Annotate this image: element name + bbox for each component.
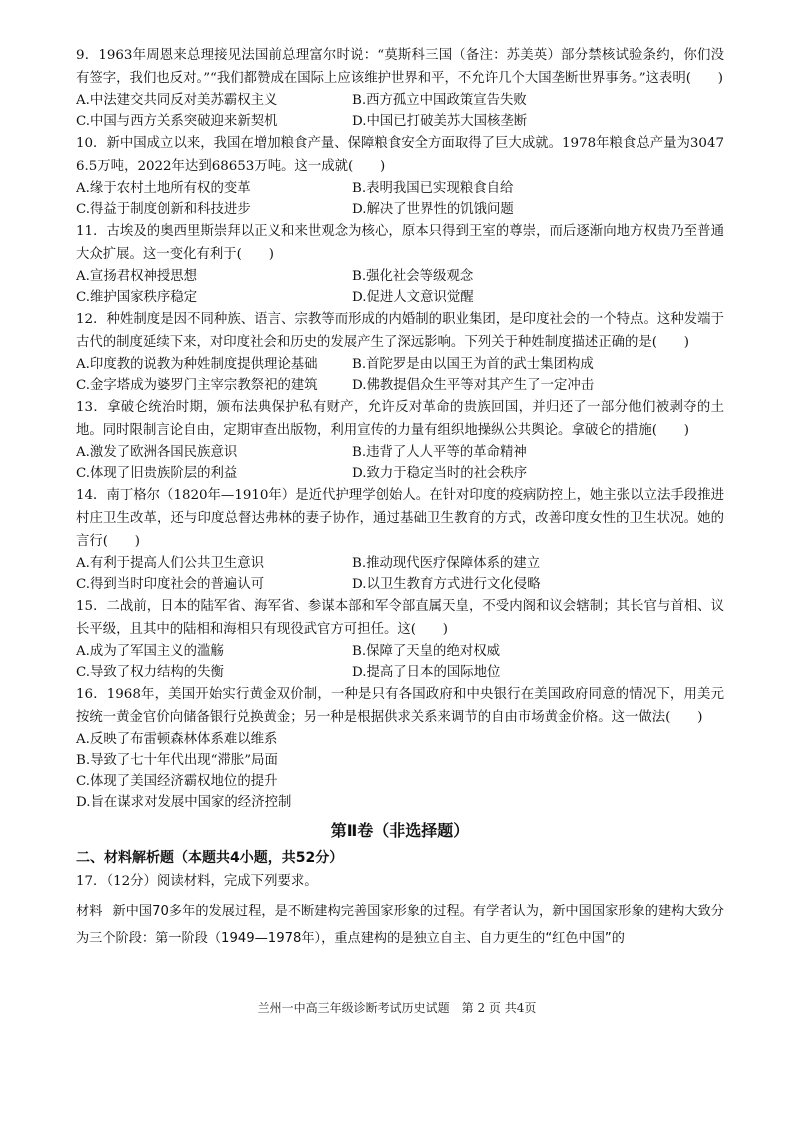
option-c: C.维护国家秩序稳定 bbox=[76, 290, 198, 305]
question-12 bbox=[76, 308, 724, 396]
options bbox=[76, 442, 724, 484]
option-b: B.西方孤立中国政策宣告失败 bbox=[352, 93, 527, 108]
question-text: 11．古埃及的奥西里斯崇拜以正义和来世观念为核心，原本只得到王室的尊崇，而后逐渐向地方权贵乃至普通大众扩展。这一变化有利于( ) bbox=[76, 224, 724, 262]
option-a: A.印度教的说教为种姓制度提供理论基础 bbox=[76, 357, 318, 372]
option-a: A.宣扬君权神授思想 bbox=[76, 269, 198, 284]
option-d: D.解决了世界性的饥饿问题 bbox=[352, 202, 514, 217]
options bbox=[76, 553, 724, 595]
material-text: 新中国70多年的发展过程，是不断建构完善国家形象的过程。有学者认为，新中国国家形象的建构大致分为三个阶段：第一阶段（1949—1978年），重点建构的是独立自主、自力更生的“红色中国”的 bbox=[76, 904, 724, 946]
option-a: A.反映了布雷顿森林体系难以维系 bbox=[76, 732, 278, 747]
question-text: 13．拿破仑统治时期，颁布法典保护私有财产，允许反对革命的贵族回国，并归还了一部分他们被剥夺的土地。同时限制言论自由，定期审查出版物，利用宣传的力量有组织地操纵公共舆论。拿破仑的措施( ) bbox=[76, 400, 724, 438]
options bbox=[76, 90, 724, 132]
option-b: B.导致了七十年代出现“滞胀”局面 bbox=[76, 753, 278, 768]
option-b: B.保障了天皇的绝对权威 bbox=[352, 644, 501, 659]
options bbox=[76, 178, 724, 220]
question-text: 15．二战前，日本的陆军省、海军省、参谋本部和军令部直属天皇，不受内阁和议会辖制；其长官与首相、议长平级，且其中的陆相和海相只有现役武官方可担任。这( ) bbox=[76, 599, 724, 637]
option-d: D.致力于稳定当时的社会秩序 bbox=[352, 466, 528, 481]
option-c: C.得到当时印度社会的普遍认可 bbox=[76, 577, 265, 592]
question-text: 9．1963年周恩来总理接见法国前总理富尔时说：“莫斯科三国（备注：苏美英）部分禁核试验条约，你们没有签字，我们也反对。”“我们都赞成在国际上应该维护世界和平，不允许几个大国垄断世界事务。”这表明( ) bbox=[76, 48, 724, 86]
option-d: D.促进人文意识觉醒 bbox=[352, 290, 474, 305]
option-c: C.体现了旧贵族阶层的利益 bbox=[76, 466, 238, 481]
option-b: B.表明我国已实现粮食自给 bbox=[352, 181, 514, 196]
option-a: A.有利于提高人们公共卫生意识 bbox=[76, 556, 265, 571]
option-c: C.金字塔成为婆罗门主宰宗教祭祀的建筑 bbox=[76, 378, 318, 393]
option-b: B.推动现代医疗保障体系的建立 bbox=[352, 556, 541, 571]
page-content bbox=[76, 44, 724, 952]
question-text: 10．新中国成立以来，我国在增加粮食产量、保障粮食安全方面取得了巨大成就。1978年粮食总产量为30476.5万吨，2022年达到68653万吨。这一成就( ) bbox=[76, 136, 724, 174]
options bbox=[76, 266, 724, 308]
option-d: D.中国已打破美苏大国核垄断 bbox=[352, 114, 528, 129]
options bbox=[76, 641, 724, 683]
material-label: 材料 bbox=[76, 904, 103, 919]
material-block bbox=[76, 898, 724, 952]
section-title: 第Ⅱ卷（非选择题） bbox=[330, 821, 470, 840]
option-b: B.强化社会等级观念 bbox=[352, 269, 474, 284]
options bbox=[76, 354, 724, 396]
question-15 bbox=[76, 595, 724, 683]
option-a: A.成为了军国主义的滥觞 bbox=[76, 644, 224, 659]
option-d: D.以卫生教育方式进行文化侵略 bbox=[352, 577, 541, 592]
option-c: C.中国与西方关系突破迎来新契机 bbox=[76, 114, 278, 129]
option-d: D.旨在谋求对发展中国家的经济控制 bbox=[76, 795, 292, 810]
option-b: B.首陀罗是由以国王为首的武士集团构成 bbox=[352, 357, 594, 372]
option-c: C.体现了美国经济霸权地位的提升 bbox=[76, 774, 278, 789]
option-a: A.缘于农村土地所有权的变革 bbox=[76, 181, 251, 196]
option-c: C.导致了权力结构的失衡 bbox=[76, 665, 224, 680]
option-d: D.提高了日本的国际地位 bbox=[352, 665, 501, 680]
option-a: A.激发了欧洲各国民族意识 bbox=[76, 445, 238, 460]
question-17-intro: 17．（12分）阅读材料，完成下列要求。 bbox=[76, 874, 318, 889]
question-9 bbox=[76, 44, 724, 132]
option-b: B.违背了人人平等的革命精神 bbox=[352, 445, 527, 460]
option-d: D.佛教提倡众生平等对其产生了一定冲击 bbox=[352, 378, 595, 393]
question-text: 16．1968年，美国开始实行黄金双价制，一种是只有各国政府和中央银行在美国政府同意的情况下，用美元按统一黄金官价向储备银行兑换黄金；另一种是根据供求关系来调节的自由市场黄金价格。这一做法( ) bbox=[76, 687, 724, 725]
option-a: A.中法建交共同反对美苏霸权主义 bbox=[76, 93, 278, 108]
options bbox=[76, 729, 724, 813]
question-13 bbox=[76, 396, 724, 484]
part-title: 二、材料解析题（本题共4小题，共52分） bbox=[76, 850, 344, 866]
option-c: C.得益于制度创新和科技进步 bbox=[76, 202, 251, 217]
page-footer: 兰州一中高三年级诊断考试历史试题 第 2 页 共4页 bbox=[257, 1001, 537, 1015]
question-16 bbox=[76, 683, 724, 813]
question-text: 14．南丁格尔（1820年—1910年）是近代护理学创始人。在针对印度的疫病防控上，她主张以立法手段推进村庄卫生改革，还与印度总督达弗林的妻子协作，通过基础卫生教育的方式，改善印度女性的卫生状况。她的言行( ) bbox=[76, 488, 724, 549]
question-10 bbox=[76, 132, 724, 220]
question-text: 12．种姓制度是因不同种族、语言、宗教等而形成的内婚制的职业集团，是印度社会的一个特点。这种发端于古代的制度延续下来，对印度社会和历史的发展产生了深远影响。下列关于种姓制度描述正确的是( ) bbox=[76, 312, 724, 350]
question-14 bbox=[76, 484, 724, 595]
question-11 bbox=[76, 220, 724, 308]
